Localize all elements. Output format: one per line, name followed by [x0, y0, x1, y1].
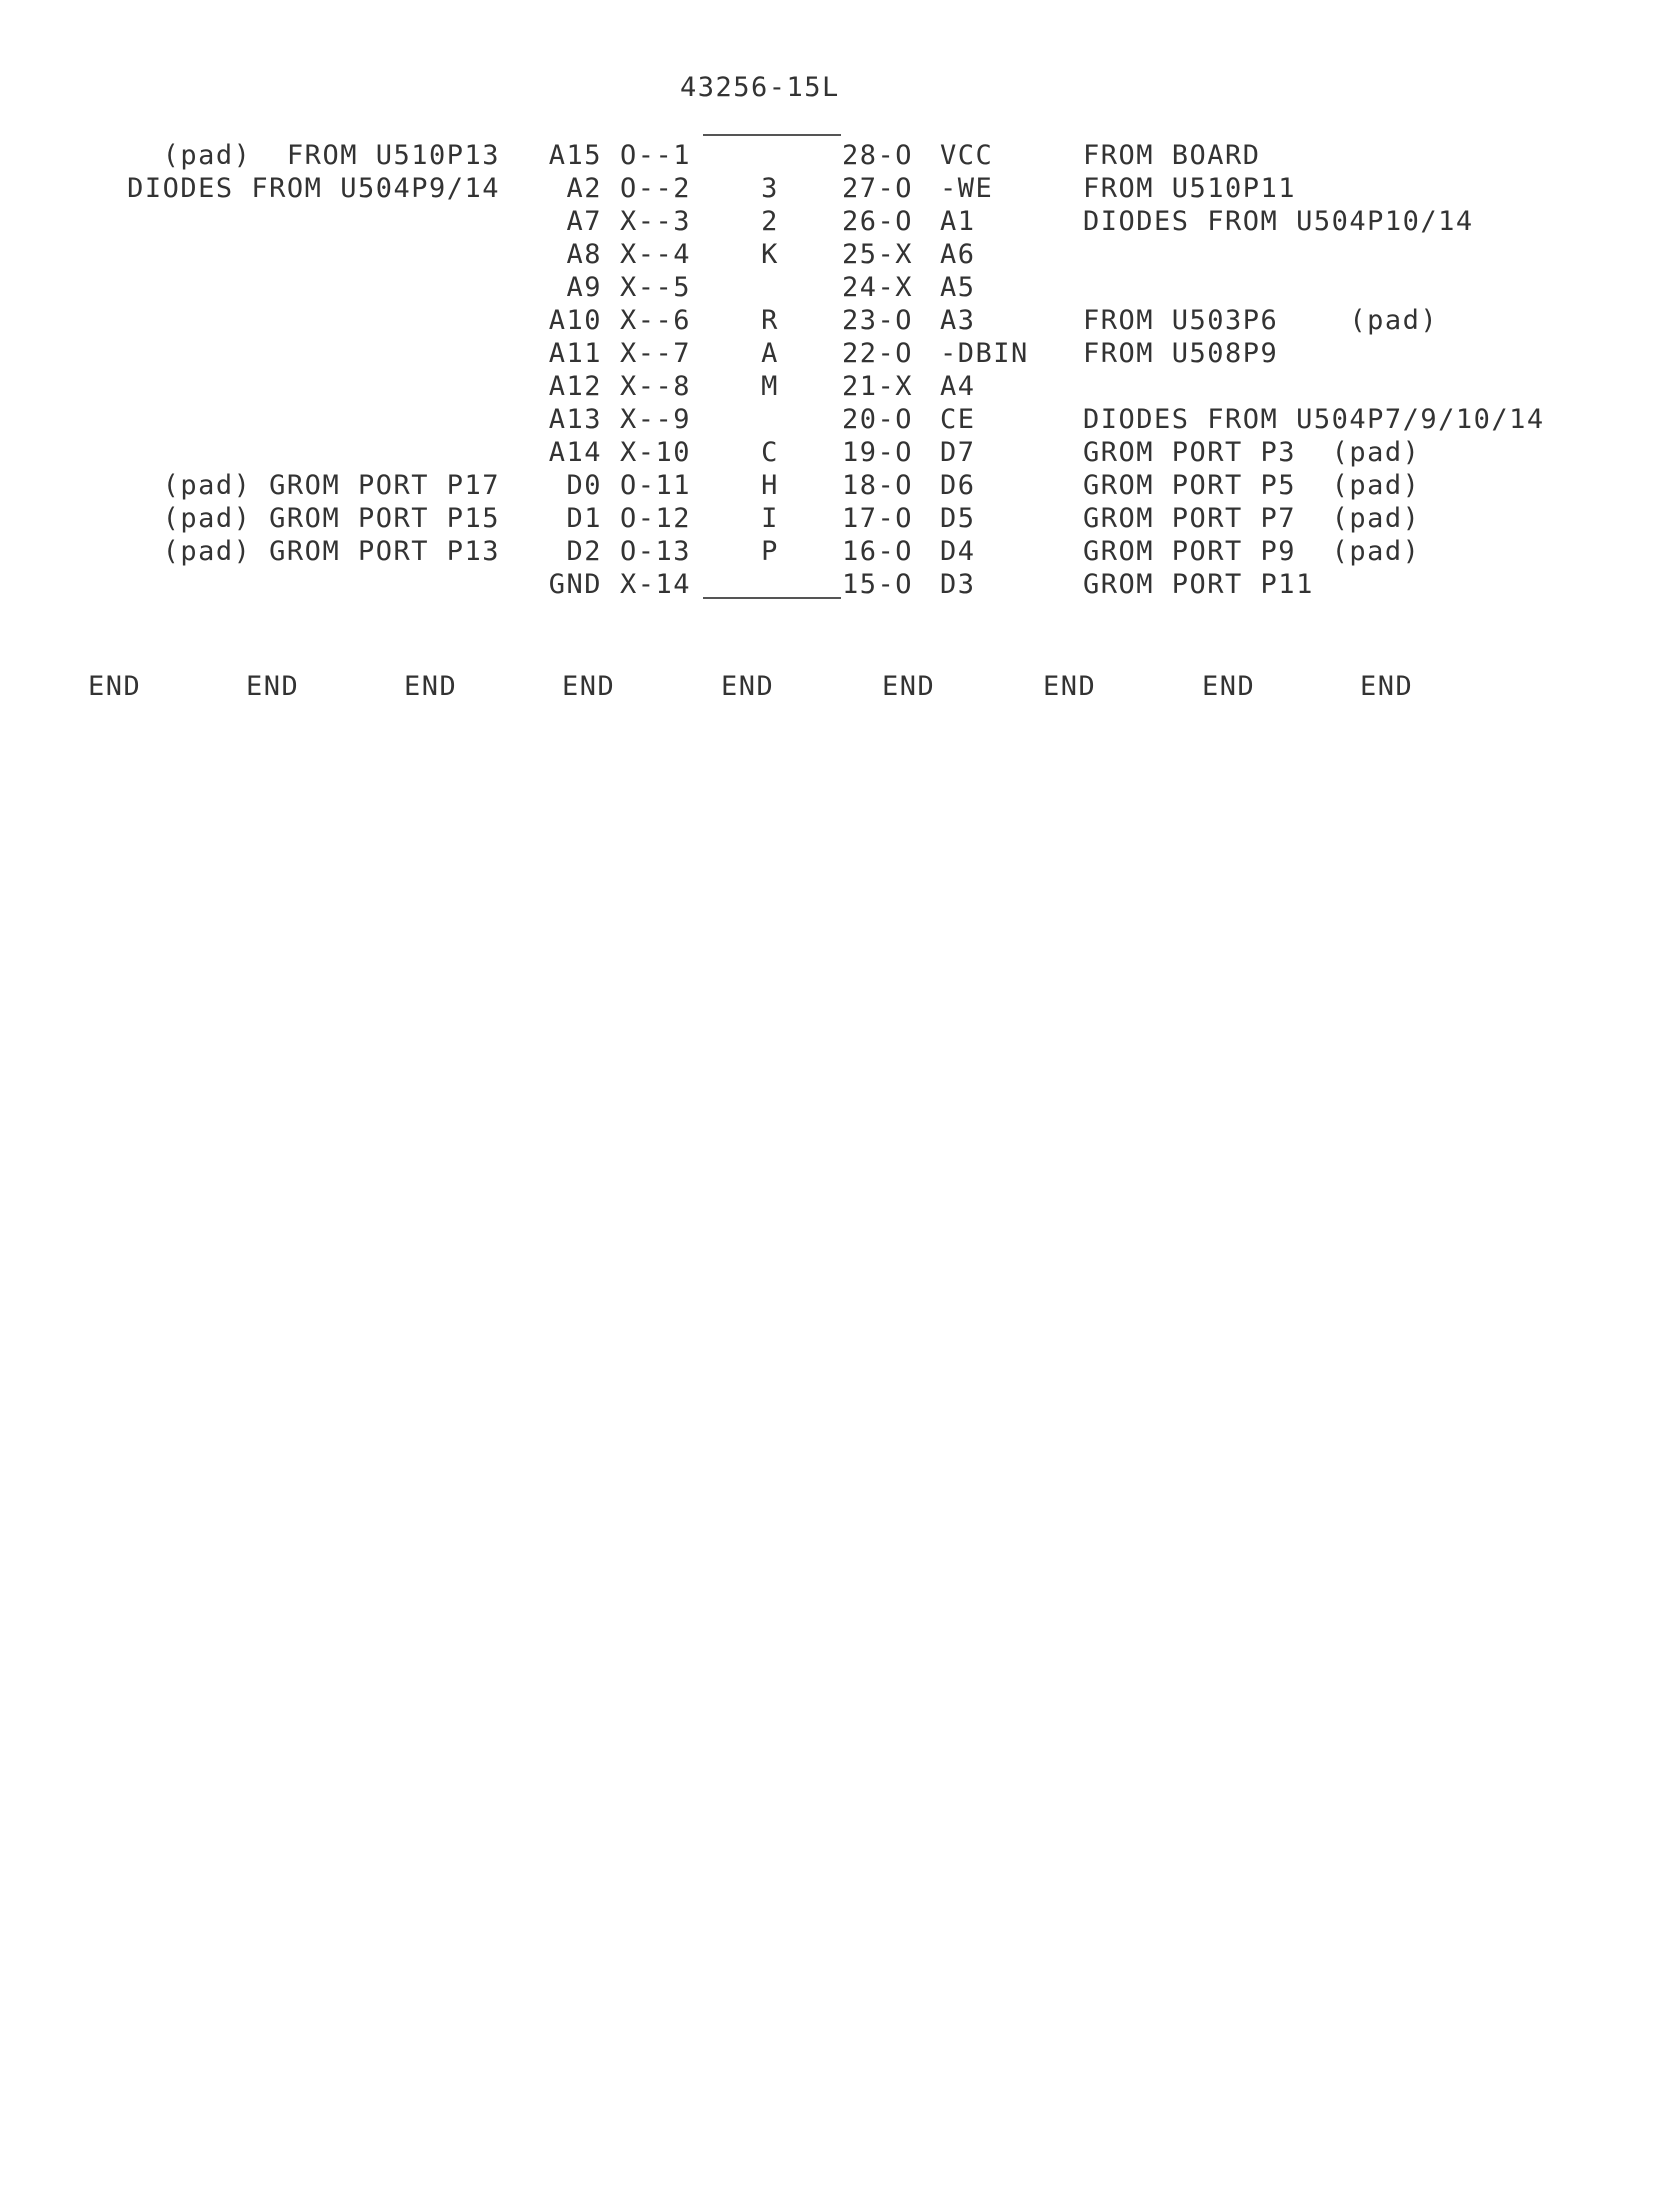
chip-letter: A: [761, 338, 779, 369]
signal-left: A10: [548, 305, 602, 336]
right-note: FROM U503P6 (pad): [1083, 305, 1439, 336]
end-marker: END: [1360, 671, 1414, 702]
pin-left: X--8: [620, 371, 692, 402]
pin-right: 27-O: [842, 173, 914, 204]
signal-right: VCC: [940, 140, 994, 171]
signal-left: A12: [548, 371, 602, 402]
right-note: GROM PORT P3 (pad): [1083, 437, 1421, 468]
right-note: FROM BOARD: [1083, 140, 1261, 171]
left-note: (pad) GROM PORT P13: [162, 536, 500, 567]
pin-left: X--5: [620, 272, 692, 303]
signal-left: D0: [566, 470, 602, 501]
signal-left: D2: [566, 536, 602, 567]
signal-right: D3: [940, 569, 976, 600]
signal-right: D4: [940, 536, 976, 567]
left-note: (pad) GROM PORT P17: [162, 470, 500, 501]
end-marker: END: [1043, 671, 1097, 702]
signal-right: A4: [940, 371, 976, 402]
pin-left: O-11: [620, 470, 692, 501]
chip-letter: P: [761, 536, 779, 567]
pin-left: O--1: [620, 140, 692, 171]
signal-right: -DBIN: [940, 338, 1029, 369]
end-marker: END: [1202, 671, 1256, 702]
signal-right: D5: [940, 503, 976, 534]
pin-left: X--6: [620, 305, 692, 336]
pin-right: 20-O: [842, 404, 914, 435]
chip-bottom-line: [703, 597, 841, 599]
signal-right: CE: [940, 404, 976, 435]
pin-left: X--9: [620, 404, 692, 435]
chip-letter: 2: [761, 206, 779, 237]
signal-left: A11: [548, 338, 602, 369]
chip-letter: M: [761, 371, 779, 402]
signal-right: A3: [940, 305, 976, 336]
right-note: DIODES FROM U504P10/14: [1083, 206, 1474, 237]
signal-left: A9: [566, 272, 602, 303]
pin-right: 21-X: [842, 371, 914, 402]
signal-left: D1: [566, 503, 602, 534]
left-note: (pad) GROM PORT P15: [162, 503, 500, 534]
end-marker: END: [721, 671, 775, 702]
left-note: (pad) FROM U510P13: [162, 140, 500, 171]
chip-letter: H: [761, 470, 779, 501]
pin-right: 26-O: [842, 206, 914, 237]
pin-right: 23-O: [842, 305, 914, 336]
signal-left: A8: [566, 239, 602, 270]
end-marker: END: [246, 671, 300, 702]
end-marker: END: [882, 671, 936, 702]
chip-top-line: [703, 134, 841, 136]
pin-left: X--4: [620, 239, 692, 270]
right-note: FROM U510P11: [1083, 173, 1297, 204]
pin-left: X--7: [620, 338, 692, 369]
chip-letter: R: [761, 305, 779, 336]
right-note: FROM U508P9: [1083, 338, 1279, 369]
chip-letter: K: [761, 239, 779, 270]
left-note: DIODES FROM U504P9/14: [127, 173, 500, 204]
pin-left: X-14: [620, 569, 692, 600]
signal-left: GND: [548, 569, 602, 600]
right-note: GROM PORT P5 (pad): [1083, 470, 1421, 501]
pin-left: X-10: [620, 437, 692, 468]
pin-left: O-12: [620, 503, 692, 534]
pin-left: O--2: [620, 173, 692, 204]
right-note: GROM PORT P11: [1083, 569, 1314, 600]
signal-left: A14: [548, 437, 602, 468]
signal-right: D6: [940, 470, 976, 501]
pin-right: 24-X: [842, 272, 914, 303]
signal-left: A13: [548, 404, 602, 435]
signal-right: A1: [940, 206, 976, 237]
end-marker: END: [88, 671, 142, 702]
right-note: DIODES FROM U504P7/9/10/14: [1083, 404, 1545, 435]
pin-right: 28-O: [842, 140, 914, 171]
signal-right: D7: [940, 437, 976, 468]
pin-right: 19-O: [842, 437, 914, 468]
signal-right: A6: [940, 239, 976, 270]
pin-right: 15-O: [842, 569, 914, 600]
pin-left: O-13: [620, 536, 692, 567]
pin-right: 25-X: [842, 239, 914, 270]
chip-letter: C: [761, 437, 779, 468]
chip-letter: 3: [761, 173, 779, 204]
pin-right: 22-O: [842, 338, 914, 369]
signal-right: A5: [940, 272, 976, 303]
chip-letter: I: [761, 503, 779, 534]
signal-right: -WE: [940, 173, 994, 204]
end-marker: END: [562, 671, 616, 702]
right-note: GROM PORT P9 (pad): [1083, 536, 1421, 567]
signal-left: A15: [548, 140, 602, 171]
right-note: GROM PORT P7 (pad): [1083, 503, 1421, 534]
pin-left: X--3: [620, 206, 692, 237]
pin-right: 17-O: [842, 503, 914, 534]
pin-right: 18-O: [842, 470, 914, 501]
end-marker: END: [404, 671, 458, 702]
signal-left: A2: [566, 173, 602, 204]
chip-part-number: 43256-15L: [680, 72, 840, 103]
signal-left: A7: [566, 206, 602, 237]
pin-right: 16-O: [842, 536, 914, 567]
